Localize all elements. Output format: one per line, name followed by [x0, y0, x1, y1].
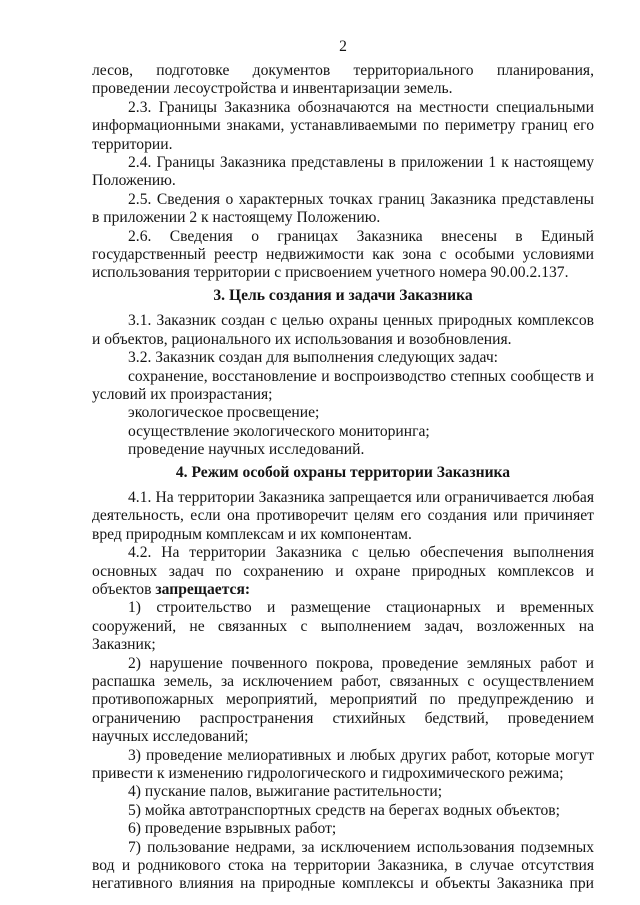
section-4-heading: 4. Режим особой охраны территории Заказника [175, 463, 511, 481]
paragraph-3-1: 3.1. Заказник создан с целью охраны ценных природных комплексов и объектов, рационального их использования и возобновления. [92, 312, 594, 348]
paragraph-4-2-bold: запрещается: [155, 580, 251, 598]
section-3-heading: 3. Цель создания и задачи Заказника [213, 286, 473, 304]
task-item: проведение научных исследований. [128, 441, 365, 459]
task-item: осуществление экологического мониторинга; [128, 422, 430, 440]
paragraph-2-3: 2.3. Границы Заказника обозначаются на местности специальными информационными знаками, устанавливаемыми по периметру границ его территории. [92, 98, 594, 153]
prohibition-item: 1) строительство и размещение стационарных и временных сооружений, не связанных с выполнением задач, возложенных на Заказник; [92, 599, 594, 654]
prohibition-item: 7) пользование недрами, за исключением использования подземных вод и родникового стока на территории Заказника, в случае отсутствия негативного влияния на природные комплексы и объекты Заказника при [92, 838, 594, 893]
paragraph-3-2: 3.2. Заказник создан для выполнения следующих задач: [128, 349, 499, 367]
prohibition-item: 4) пускание палов, выжигание растительности; [128, 783, 443, 801]
prohibition-item: 3) проведение мелиоративных и любых других работ, которые могут привести к изменению гидрологического и гидрохимического режима; [92, 746, 594, 783]
task-item: сохранение, восстановление и воспроизводство степных сообществ и условий их произрастания; [92, 367, 594, 403]
page-number: 2 [339, 38, 347, 55]
paragraph-2-6: 2.6. Сведения о границах Заказника внесены в Единый государственный реестр недвижимости как зона с особыми условиями использования территории с присвоением учетного номера 90.00.2.137. [92, 227, 594, 282]
prohibition-item: 5) мойка автотранспортных средств на берегах водных объектов; [128, 801, 560, 819]
prohibition-item: 6) проведение взрывных работ; [128, 820, 337, 838]
prohibition-item: 2) нарушение почвенного покрова, проведение земляных работ и распашка земель, за исключением работ, связанных с осуществлением противопожарных мероприятий, мероприятий по предупреждению и ограничению распространения стихийных бедствий, проведением научных исследований; [92, 654, 594, 746]
paragraph-4-2-text: 4.2. На территории Заказника с целью обеспечения выполнения основных задач по сохранению и охране природных комплексов и объектов [92, 544, 594, 598]
document-body [92, 62, 594, 894]
paragraph-4-1: 4.1. На территории Заказника запрещается или ограничивается любая деятельность, если она противоречит целям его создания или причиняет вред природным комплексам и их компонентам. [92, 488, 594, 543]
paragraph-2-4: 2.4. Границы Заказника представлены в приложении 1 к настоящему Положению. [92, 154, 594, 190]
paragraph-continuation: лесов, подготовке документов территориального планирования, проведении лесоустройства и инвентаризации земель. [92, 62, 594, 98]
paragraph-2-5: 2.5. Сведения о характерных точках границ Заказника представлены в приложении 2 к настоящему Положению. [92, 190, 594, 227]
paragraph-4-2 [92, 544, 594, 599]
task-item: экологическое просвещение; [128, 404, 320, 422]
